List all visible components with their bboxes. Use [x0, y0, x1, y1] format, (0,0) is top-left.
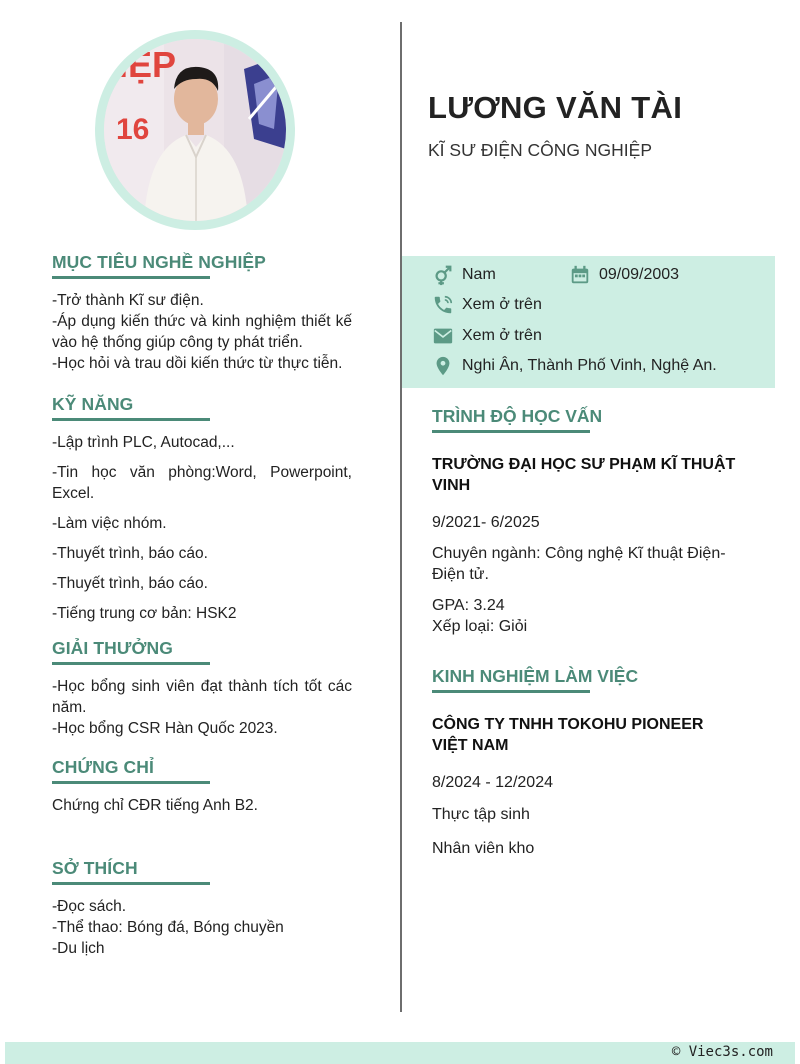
- gender-row: [432, 264, 496, 286]
- skills-section: [52, 394, 352, 624]
- column-divider: [400, 22, 402, 1012]
- objective-section: [52, 252, 352, 374]
- skill-item: -Lập trình PLC, Autocad,...: [52, 434, 235, 451]
- gender-value: Nam: [462, 266, 496, 283]
- phone-row: [432, 294, 542, 316]
- dob-row: [569, 264, 679, 286]
- skill-item: -Làm việc nhóm.: [52, 515, 167, 532]
- certificates-section: [52, 757, 352, 816]
- email-row: [432, 325, 542, 347]
- gender-icon: [432, 264, 454, 286]
- school-name: TRƯỜNG ĐẠI HỌC SƯ PHẠM KĨ THUẬT VINH: [432, 456, 736, 494]
- experience-period: 8/2024 - 12/2024: [432, 774, 553, 791]
- right-column: [432, 406, 742, 859]
- skill-item: -Thuyết trình, báo cáo.: [52, 545, 208, 562]
- award-line: -Học bổng CSR Hàn Quốc 2023.: [52, 720, 278, 737]
- objective-line: -Áp dụng kiến thức và kinh nghiệm thiết kế vào hệ thống giúp công ty phát triển.: [52, 313, 352, 351]
- hobbies-section: [52, 858, 352, 959]
- hobbies-heading: SỞ THÍCH: [52, 858, 138, 878]
- footer-bar: [5, 1042, 795, 1064]
- address-row: [432, 355, 717, 377]
- skills-heading: KỸ NĂNG: [52, 394, 134, 414]
- education-heading: TRÌNH ĐỘ HỌC VẤN: [432, 406, 603, 426]
- objective-heading: MỤC TIÊU NGHỀ NGHIỆP: [52, 252, 266, 272]
- email-value: Xem ở trên: [462, 327, 542, 344]
- skill-item: -Tin học văn phòng:Word, Powerpoint, Excel.: [52, 464, 352, 502]
- objective-line: -Trở thành Kĩ sư điện.: [52, 292, 204, 309]
- education-gpa: GPA: 3.24: [432, 597, 505, 614]
- experience-role: Nhân viên kho: [432, 840, 535, 857]
- hobby-line: -Thể thao: Bóng đá, Bóng chuyền: [52, 919, 284, 936]
- certificates-heading: CHỨNG CHỈ: [52, 757, 154, 777]
- company-name: CÔNG TY TNHH TOKOHU PIONEER VIỆT NAM: [432, 716, 704, 754]
- skill-item: -Thuyết trình, báo cáo.: [52, 575, 208, 592]
- education-section: [432, 406, 742, 637]
- objective-line: -Học hỏi và trau dồi kiến thức từ thực tiễn.: [52, 355, 343, 372]
- avatar: [104, 39, 286, 221]
- avatar-photo: [104, 39, 286, 221]
- footer-credit: © Viec3s.com: [671, 1044, 773, 1060]
- experience-section: [432, 666, 742, 859]
- location-pin-icon: [432, 355, 454, 377]
- phone-value: Xem ở trên: [462, 296, 542, 313]
- heading-underline: [52, 662, 210, 665]
- education-rank: Xếp loại: Giỏi: [432, 618, 528, 635]
- heading-underline: [52, 418, 210, 421]
- heading-underline: [432, 430, 590, 433]
- heading-underline: [52, 882, 210, 885]
- certificate-line: Chứng chỉ CĐR tiếng Anh B2.: [52, 797, 258, 814]
- heading-underline: [432, 690, 590, 693]
- awards-heading: GIẢI THƯỞNG: [52, 638, 173, 658]
- experience-role: Thực tập sinh: [432, 806, 530, 823]
- candidate-name: LƯƠNG VĂN TÀI: [428, 90, 683, 125]
- avatar-frame: [95, 30, 295, 230]
- experience-heading: KINH NGHIỆM LÀM VIỆC: [432, 666, 639, 686]
- email-icon: [432, 325, 454, 347]
- education-period: 9/2021- 6/2025: [432, 514, 540, 531]
- hobby-line: -Du lịch: [52, 940, 105, 957]
- photo-number: 16: [116, 113, 150, 146]
- left-column: [52, 252, 352, 979]
- address-value: Nghi Ân, Thành Phố Vinh, Nghệ An.: [462, 357, 717, 374]
- heading-underline: [52, 276, 210, 279]
- calendar-icon: [569, 264, 591, 286]
- skill-item: -Tiếng trung cơ bản: HSK2: [52, 605, 237, 622]
- awards-section: [52, 638, 352, 739]
- dob-value: 09/09/2003: [599, 266, 680, 283]
- education-major: Chuyên ngành: Công nghệ Kĩ thuật Điện-Điện tử.: [432, 545, 726, 583]
- photo-sign-text: IỆP: [118, 44, 177, 85]
- hobby-line: -Đọc sách.: [52, 898, 127, 915]
- phone-icon: [432, 294, 454, 316]
- job-title: KĨ SƯ ĐIỆN CÔNG NGHIỆP: [428, 140, 653, 160]
- contact-info-panel: [402, 256, 775, 388]
- award-line: -Học bổng sinh viên đạt thành tích tốt các năm.: [52, 678, 352, 716]
- heading-underline: [52, 781, 210, 784]
